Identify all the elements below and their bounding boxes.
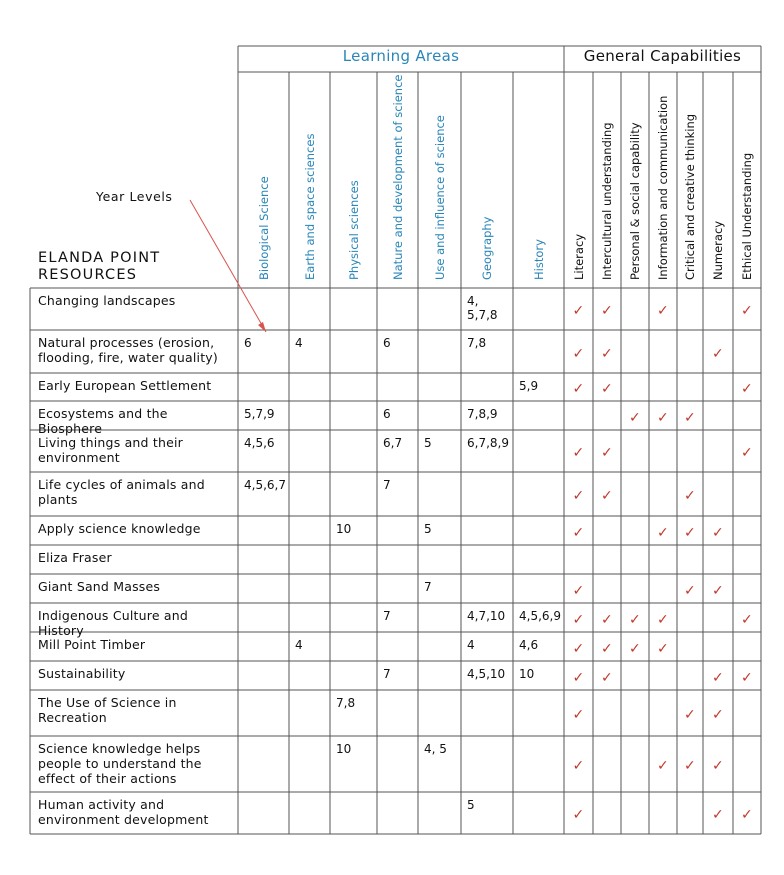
check-icon: ✓ (572, 707, 585, 723)
cell-value: 5,7,9 (244, 407, 275, 421)
cell-value: 5 (424, 436, 432, 450)
row-label: Indigenous Culture and History (38, 608, 189, 638)
column-header: Personal & social capability (628, 122, 642, 280)
check-icon: ✓ (601, 381, 613, 397)
cell-value: 4,5,6 (244, 436, 275, 450)
cell-value: 7,8 (467, 336, 487, 350)
check-icon: ✓ (601, 303, 613, 319)
check-icon: ✓ (684, 488, 696, 504)
check-icon: ✓ (657, 303, 669, 319)
cell-value: 4,5,10 (467, 667, 506, 681)
check-icon: ✓ (572, 758, 585, 774)
check-icon: ✓ (601, 345, 613, 362)
column-header: Literacy (571, 233, 586, 280)
check-icon: ✓ (712, 807, 724, 823)
column-header: Physical sciences (346, 180, 361, 280)
row-label: Mill Point Timber (38, 637, 146, 652)
row-label: Ecosystems and the Biosphere (38, 406, 168, 436)
check-icon: ✓ (601, 640, 613, 657)
column-header: Numeracy (711, 220, 725, 280)
check-icon: ✓ (684, 524, 696, 541)
check-icon: ✓ (741, 445, 753, 461)
check-icon: ✓ (601, 611, 613, 628)
year-levels-arrow (190, 200, 266, 332)
check-icon: ✓ (741, 303, 753, 319)
check-icon: ✓ (684, 409, 696, 426)
column-header: Geography (480, 216, 494, 280)
row-label: Apply science knowledge (38, 521, 201, 536)
check-icon: ✓ (572, 611, 585, 628)
cell-value: 4 (295, 336, 303, 350)
row-label: Life cycles of animals and plants (38, 477, 205, 507)
row-label: Natural processes (erosion, flooding, fire, water quality) (38, 335, 218, 365)
cell-value: 10 (519, 667, 535, 681)
year-levels-label: Year Levels (96, 189, 173, 204)
check-icon: ✓ (741, 669, 753, 686)
column-header: Critical and creative thinking (683, 113, 697, 280)
cell-value: 6,7,8,9 (467, 436, 509, 450)
check-icon: ✓ (572, 445, 585, 461)
check-icon: ✓ (712, 669, 724, 686)
check-icon: ✓ (572, 303, 585, 319)
check-icon: ✓ (657, 409, 669, 426)
cell-value: 6 (244, 336, 252, 350)
check-icon: ✓ (601, 445, 613, 461)
cell-value: 4, (467, 294, 479, 308)
row-label: The Use of Science in Recreation (38, 695, 177, 725)
row-label: Human activity and environment development (38, 797, 209, 827)
cell-value: 7 (383, 609, 391, 623)
column-header: Information and communication (656, 95, 670, 280)
cell-value: 6 (383, 407, 391, 421)
column-header: Ethical Understanding (740, 152, 754, 280)
check-icon: ✓ (572, 524, 585, 541)
check-icon: ✓ (712, 707, 724, 723)
check-icon: ✓ (657, 611, 669, 628)
check-icon: ✓ (572, 640, 585, 657)
check-icon: ✓ (684, 758, 696, 774)
cell-value: 10 (336, 742, 352, 756)
check-icon: ✓ (572, 381, 585, 397)
check-icon: ✓ (741, 611, 753, 628)
column-header: History (531, 239, 546, 280)
check-icon: ✓ (741, 807, 753, 823)
cell-value: 4 (295, 638, 303, 652)
check-icon: ✓ (572, 345, 585, 362)
table-title: ELANDA POINT (38, 250, 161, 266)
row-label: Changing landscapes (38, 293, 176, 308)
column-header: Earth and space sciences (302, 133, 317, 280)
check-icon: ✓ (712, 524, 724, 541)
column-header: Nature and development of science (390, 74, 405, 280)
check-icon: ✓ (657, 758, 669, 774)
check-icon: ✓ (629, 640, 641, 657)
learning-areas-header: Learning Areas (342, 47, 460, 65)
column-header: Use and influence of science (432, 115, 447, 280)
cell-value: 10 (336, 522, 352, 536)
check-icon: ✓ (741, 381, 753, 397)
check-icon: ✓ (657, 524, 669, 541)
row-label: Early European Settlement (38, 378, 212, 393)
column-header: Biological Science (256, 176, 271, 280)
check-icon: ✓ (572, 807, 585, 823)
row-label: Sustainability (38, 666, 126, 681)
cell-value: 4,5,6,9 (519, 609, 561, 623)
cell-value: 5 (424, 522, 432, 536)
row-label: Eliza Fraser (38, 550, 112, 565)
cell-value: 4,7,10 (467, 609, 506, 623)
cell-value: 7,8 (336, 696, 356, 710)
cell-value: 7,8,9 (467, 407, 498, 421)
cell-value: 7 (424, 580, 432, 594)
cell-value: 4 (467, 638, 475, 652)
row-label: Science knowledge helps people to understand the effect of their actions (38, 741, 202, 786)
check-icon: ✓ (601, 488, 613, 504)
general-capabilities-header: General Capabilities (583, 47, 742, 65)
check-icon: ✓ (629, 611, 641, 628)
check-icon: ✓ (629, 409, 641, 426)
check-icon: ✓ (712, 582, 724, 599)
row-label: Giant Sand Masses (38, 579, 161, 594)
check-icon: ✓ (572, 488, 585, 504)
cell-value: 7 (383, 667, 391, 681)
cell-value: 5,7,8 (467, 308, 498, 322)
cell-value: 4,5,6,7 (244, 478, 286, 492)
row-label: Living things and their environment (38, 435, 183, 465)
cell-value: 6 (383, 336, 391, 350)
cell-value: 5 (467, 798, 475, 812)
check-icon: ✓ (712, 345, 724, 362)
cell-value: 4, 5 (424, 742, 447, 756)
check-icon: ✓ (684, 707, 696, 723)
cell-value: 7 (383, 478, 391, 492)
check-icon: ✓ (712, 758, 724, 774)
cell-value: 5,9 (519, 379, 539, 393)
column-header: Intercultural understanding (600, 122, 614, 280)
cell-value: 4,6 (519, 638, 539, 652)
check-icon: ✓ (601, 669, 613, 686)
cell-value: 6,7 (383, 436, 403, 450)
check-icon: ✓ (657, 640, 669, 657)
check-icon: ✓ (684, 582, 696, 599)
check-icon: ✓ (572, 669, 585, 686)
check-icon: ✓ (572, 582, 585, 599)
table-title: RESOURCES (38, 267, 138, 283)
